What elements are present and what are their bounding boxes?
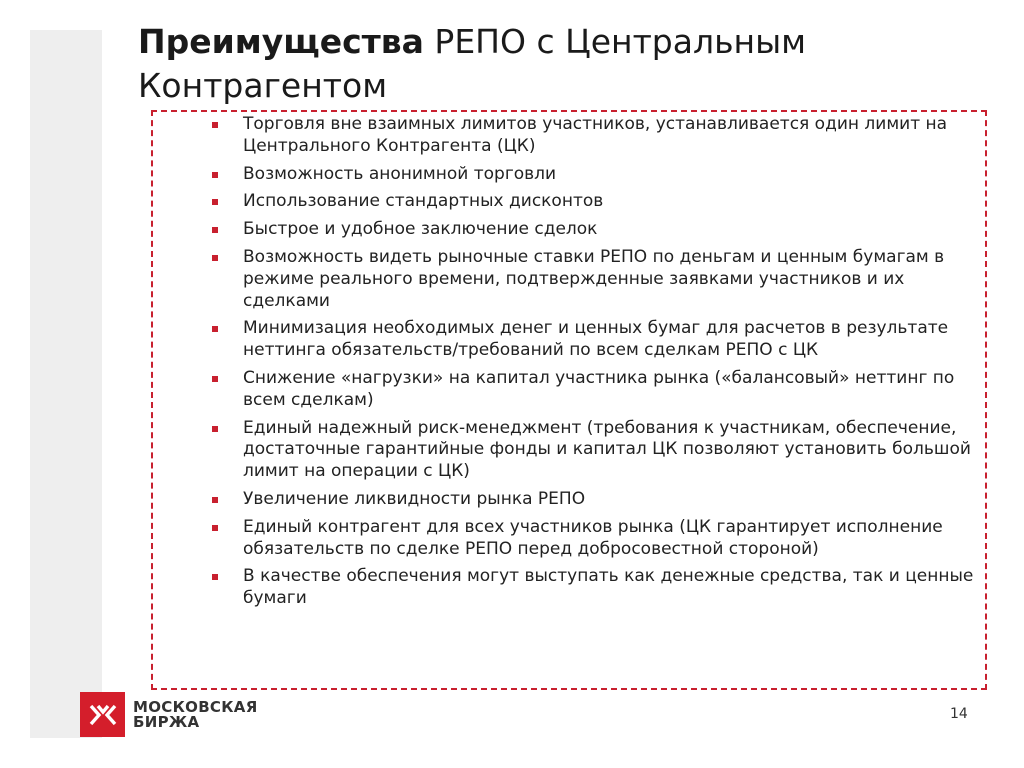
- bullet-square-icon: [212, 227, 218, 233]
- list-item-text: Минимизация необходимых денег и ценных бумаг для расчетов в результате неттинга обязательств/требований по всем сделкам РЕПО с ЦК: [243, 318, 949, 361]
- list-item: [211, 247, 981, 312]
- page-number: 14: [950, 706, 968, 722]
- list-item-text: Быстрое и удобное заключение сделок: [243, 219, 598, 240]
- side-strip: [30, 30, 102, 738]
- list-item-text: Использование стандартных дисконтов: [243, 191, 604, 212]
- list-item: [211, 489, 981, 511]
- moex-logo-text: [133, 697, 258, 731]
- bullet-square-icon: [212, 172, 218, 178]
- moex-logo-line2: БИРЖА: [133, 712, 200, 731]
- bullet-square-icon: [212, 122, 218, 128]
- moex-logo-glyph-icon: [88, 703, 118, 727]
- list-item: [211, 418, 981, 483]
- bullet-square-icon: [212, 525, 218, 531]
- slide-title: [138, 20, 998, 108]
- bullet-square-icon: [212, 497, 218, 503]
- list-item: [211, 517, 981, 561]
- slide-title-bold: Преимущества: [138, 22, 424, 61]
- slide-title-rest: РЕПО с Центральным Контрагентом: [138, 22, 807, 105]
- list-item: [211, 368, 981, 412]
- list-item-text: Единый надежный риск-менеджмент (требования к участникам, обеспечение, достаточные гарантийные фонды и капитал ЦК позволяют установить большой лимит на операции с ЦК): [243, 417, 971, 482]
- list-item: [211, 114, 981, 158]
- list-item-text: В качестве обеспечения могут выступать как денежные средства, так и ценные бумаги: [243, 566, 974, 609]
- bullet-square-icon: [212, 574, 218, 580]
- moex-logo: [80, 692, 258, 737]
- list-item-text: Торговля вне взаимных лимитов участников, устанавливается один лимит на Центрального Контрагента (ЦК): [243, 114, 948, 156]
- list-item-text: Увеличение ликвидности рынка РЕПО: [243, 488, 586, 509]
- list-item: [211, 219, 981, 241]
- list-item: [211, 191, 981, 213]
- bullet-square-icon: [212, 199, 218, 205]
- list-item: [211, 318, 981, 362]
- bullet-square-icon: [212, 376, 218, 382]
- list-item: [211, 566, 981, 610]
- advantages-list: [211, 114, 981, 616]
- moex-logo-icon: [80, 692, 125, 737]
- list-item-text: Единый контрагент для всех участников рынка (ЦК гарантирует исполнение обязательств по сделке РЕПО перед добросовестной стороной): [243, 516, 943, 559]
- bullet-square-icon: [212, 255, 218, 261]
- list-item-text: Возможность видеть рыночные ставки РЕПО по деньгам и ценным бумагам в режиме реального времени, подтвержденные заявками участников и их сделками: [243, 246, 945, 311]
- list-item-text: Снижение «нагрузки» на капитал участника рынка («балансовый» неттинг по всем сделкам): [243, 367, 955, 410]
- list-item: [211, 164, 981, 186]
- list-item-text: Возможность анонимной торговли: [243, 163, 557, 184]
- bullet-square-icon: [212, 326, 218, 332]
- moex-logo-line1: МОСКОВСКАЯ: [133, 697, 258, 716]
- bullet-square-icon: [212, 426, 218, 432]
